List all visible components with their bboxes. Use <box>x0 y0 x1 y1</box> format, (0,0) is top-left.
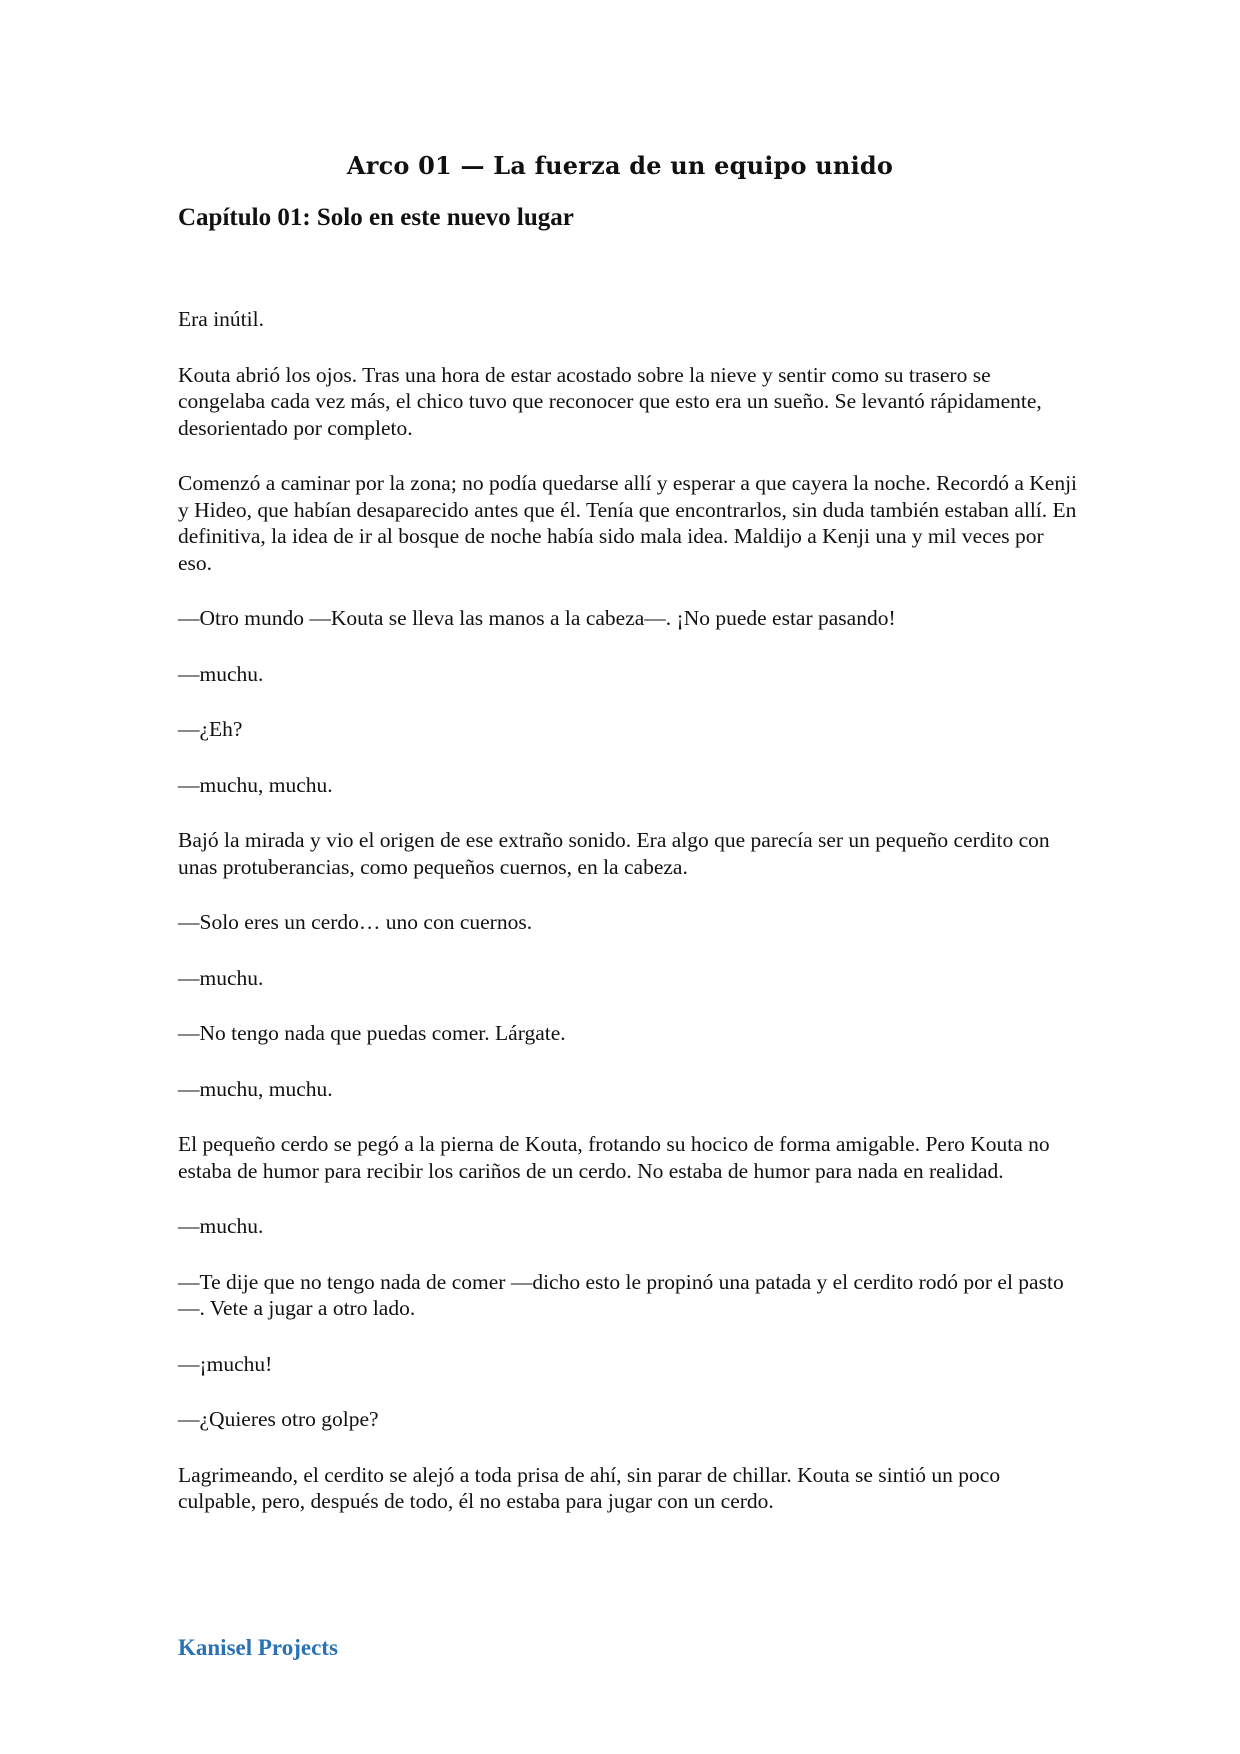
paragraph: —muchu. <box>178 661 264 686</box>
paragraph: Era inútil. <box>178 307 264 331</box>
paragraph: —muchu. <box>178 965 264 990</box>
paragraph: —muchu. <box>178 1214 264 1238</box>
paragraph: —Otro mundo —Kouta se lleva las manos a la cabeza—. ¡No puede estar pasando! <box>178 606 896 630</box>
arc-title: Arco 01 — La fuerza de un equipo unido <box>346 151 894 180</box>
paragraph: —Solo eres un cerdo… uno con cuernos. <box>178 910 533 934</box>
paragraph: —No tengo nada que puedas comer. Lárgate. <box>178 1021 566 1045</box>
paragraph: —¡muchu! <box>178 1351 273 1376</box>
paragraph: —¿Quieres otro golpe? <box>178 1407 379 1431</box>
paragraph: —¿Eh? <box>178 717 243 741</box>
paragraph: El pequeño cerdo se pegó a la pierna de Kouta, frotando su hocico de forma amigable. Pero Kouta no estaba de humor para recibir los cariños de un cerdo. No estaba de humor para nada en realidad. <box>178 1132 1050 1183</box>
paragraph: Comenzó a caminar por la zona; no podía quedarse allí y esperar a que cayera la noche. Recordó a Kenji y Hideo, que habían desaparecido antes que él. Tenía que encontrarlos, sin duda también estaban allí. En definitiva, la idea de ir al bosque de noche había sido mala idea. Maldijo a Kenji una y mil veces por eso. <box>178 471 1078 575</box>
paragraph: —Te dije que no tengo nada de comer —dicho esto le propinó una patada y el cerdito rodó por el pasto—. Vete a jugar a otro lado. <box>178 1269 1064 1320</box>
chapter-body <box>178 306 1078 1544</box>
chapter-title: Capítulo 01: Solo en este nuevo lugar <box>178 204 574 231</box>
paragraph: Lagrimeando, el cerdito se alejó a toda prisa de ahí, sin parar de chillar. Kouta se sintió un poco culpable, pero, después de todo, él no estaba para jugar con un cerdo. <box>178 1462 1001 1513</box>
paragraph: —muchu, muchu. <box>178 1076 333 1101</box>
paragraph: Kouta abrió los ojos. Tras una hora de estar acostado sobre la nieve y sentir como su trasero se congelaba cada vez más, el chico tuvo que reconocer que esto era un sueño. Se levantó rápidamente, desorientado por completo. <box>178 362 1042 440</box>
footer-credit: Kanisel Projects <box>178 1635 338 1660</box>
paragraph: —muchu, muchu. <box>178 772 333 797</box>
paragraph: Bajó la mirada y vio el origen de ese extraño sonido. Era algo que parecía ser un pequeño cerdito con unas protuberancias, como pequeños cuernos, en la cabeza. <box>178 828 1050 879</box>
